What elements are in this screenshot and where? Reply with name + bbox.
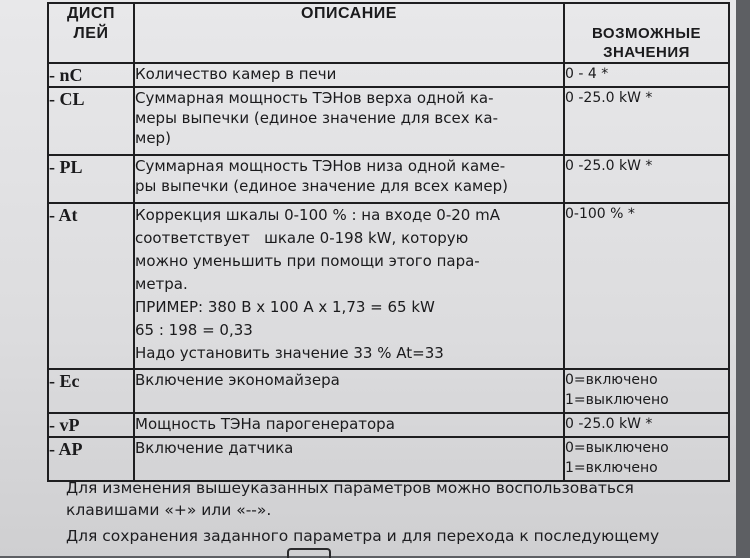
row-description: Количество камер в печи — [134, 63, 564, 87]
table-row — [48, 63, 729, 87]
table-row — [48, 369, 729, 413]
row-values: 0-100 % * — [564, 203, 729, 369]
body-line: Для сохранения заданного параметра и для перехода к последующему — [66, 527, 660, 545]
row-code: - Ec — [48, 369, 134, 413]
row-description: Суммарная мощность ТЭНов верха одной ка- меры выпечки (единое значение для всех ка- мер) — [134, 87, 564, 155]
body-line: Для изменения вышеуказанных параметров можно воспользоваться — [66, 479, 634, 497]
row-values: 0 -25.0 kW * — [564, 155, 729, 203]
row-code: - CL — [48, 87, 134, 155]
header-display: ДИСП ЛЕЙ — [48, 3, 134, 63]
row-values: 0=выключено 1=включено — [564, 437, 729, 481]
row-description: Мощность ТЭНа парогенератора — [134, 413, 564, 437]
body-line: клавишами «+» или «--». — [66, 501, 272, 519]
key-outline — [287, 548, 331, 558]
row-code: - vP — [48, 413, 134, 437]
row-code: - PL — [48, 155, 134, 203]
row-values: 0=включено 1=выключено — [564, 369, 729, 413]
table-row — [48, 203, 729, 369]
row-description: Коррекция шкалы 0-100 % : на входе 0-20 mA соответствует шкале 0-198 kW, которую можно уменьшить при помощи этого пара- метра. ПРИМЕР: 380 В x 100 A x 1,73 = 65 kW 65 : 198 = 0,33 Надо установить значение 33 % At=33 — [134, 203, 564, 369]
header-values: ВОЗМОЖНЫЕ ЗНАЧЕНИЯ — [564, 3, 729, 63]
table-row — [48, 87, 729, 155]
row-code: - AP — [48, 437, 134, 481]
table-header-row — [48, 3, 729, 63]
body-text — [66, 477, 659, 547]
row-values: 0 - 4 * — [564, 63, 729, 87]
row-values: 0 -25.0 kW * — [564, 87, 729, 155]
parameters-table — [47, 2, 730, 482]
row-description: Включение датчика — [134, 437, 564, 481]
row-code: - At — [48, 203, 134, 369]
row-description: Суммарная мощность ТЭНов низа одной каме- ры выпечки (единое значение для всех камер) — [134, 155, 564, 203]
table-row — [48, 413, 729, 437]
row-description: Включение экономайзера — [134, 369, 564, 413]
table-row — [48, 155, 729, 203]
table-row — [48, 437, 729, 481]
row-code: - nC — [48, 63, 134, 87]
header-description: ОПИСАНИЕ — [134, 3, 564, 63]
row-values: 0 -25.0 kW * — [564, 413, 729, 437]
